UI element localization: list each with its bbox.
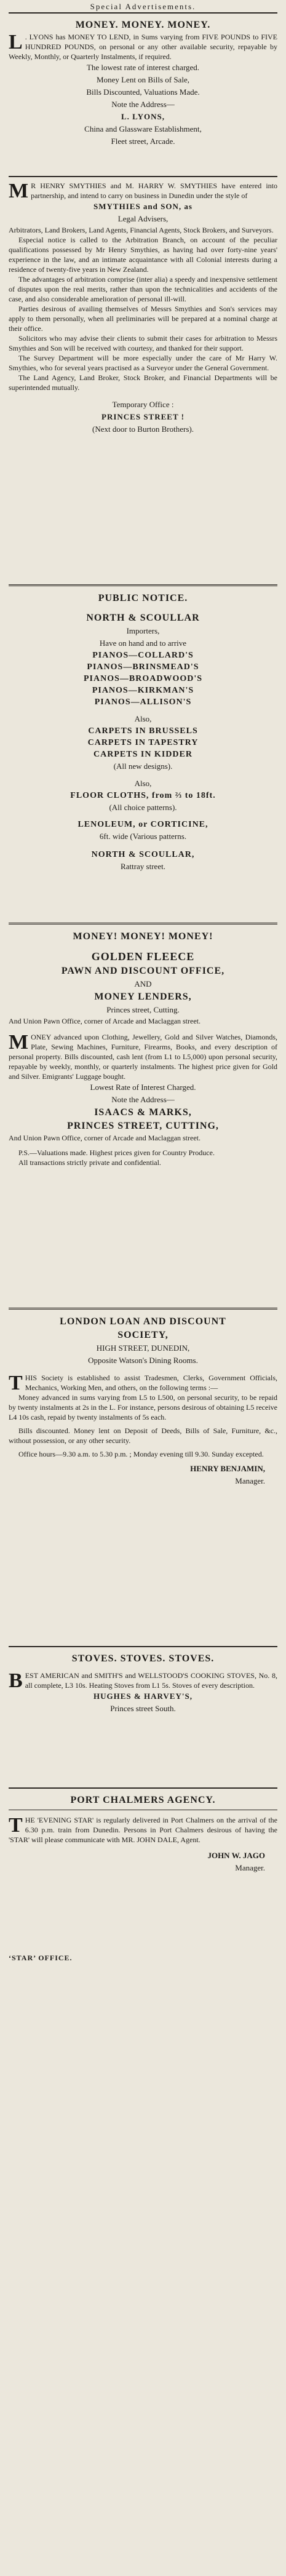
ad-lyons-body xyxy=(9,32,277,62)
ad-lyons-heading: MONEY. MONEY. MONEY. xyxy=(75,20,211,30)
ad-ll-body xyxy=(9,1373,277,1393)
ad-ll-bills: Bills discounted. Money lent on Deposit of Deeds, Bills of Sale, Furniture, &c., without possession, or any other security. xyxy=(9,1426,277,1445)
carpet-line: CARPETS IN BRUSSELS xyxy=(88,726,198,736)
ad-gf-street: PRINCES STREET, CUTTING, xyxy=(67,1121,219,1131)
ad-smythies-roles-1: Legal Advisers, xyxy=(117,214,169,223)
ad-golden-fleece xyxy=(9,930,277,1297)
dropcap: T xyxy=(9,1372,23,1394)
ad-ll-heading-2: SOCIETY, xyxy=(117,1330,169,1340)
ad-gf-union: And Union Pawn Office, corner of Arcade and Maclaggan street. xyxy=(9,1134,201,1142)
ad-lyons-note: Note the Address— xyxy=(111,100,175,109)
ad-ns-choice: (All choice patterns). xyxy=(109,803,177,812)
ad-stoves xyxy=(9,1652,277,1781)
ad-stoves-heading: STOVES. STOVES. STOVES. xyxy=(71,1653,215,1664)
ad-smythies-para-3: Parties desirous of availing themselves of Messrs Smythies and Son's services may apply to them personally, when all preliminaries will be prepared at a nominal charge at their office. xyxy=(9,304,277,333)
ad-gf-title-2: PAWN AND DISCOUNT OFFICE, xyxy=(61,966,225,976)
divider xyxy=(9,1308,277,1310)
ad-smythies-next-door: (Next door to Burton Brothers). xyxy=(92,424,194,434)
ad-lyons-establishment: China and Glassware Establishment, xyxy=(84,124,202,133)
ad-smythies xyxy=(9,181,277,581)
star-office-footer: ‘STAR’ OFFICE. xyxy=(9,1954,73,1962)
ad-lyons-address: Fleet street, Arcade. xyxy=(111,137,175,146)
ad-smythies-intro xyxy=(9,181,277,201)
ad-ns-firm: ORTH & SCOULLAR xyxy=(93,613,200,623)
dropcap: M xyxy=(9,181,29,202)
ad-ns-also-1: Also, xyxy=(134,714,152,723)
divider xyxy=(9,584,277,586)
ad-lyons-loans-2: Bills Discounted, Valuations Made. xyxy=(86,87,200,97)
ad-smythies-roles-2: Arbitrators, Land Brokers, Land Agents, Financial Agents, Stock Brokers, and Surveyors. xyxy=(9,226,274,234)
ad-pc-heading: PORT CHALMERS AGENCY. xyxy=(70,1795,216,1805)
ad-london-loan xyxy=(9,1315,277,1635)
ad-ll-opposite: Opposite Watson's Dining Rooms. xyxy=(88,1356,198,1365)
ad-lyons xyxy=(9,18,277,172)
ad-gf-body xyxy=(9,1032,277,1081)
ad-ll-manager-name: HENRY BENJAMIN, xyxy=(190,1464,265,1473)
ad-ll-body-text: HIS Society is established to assist Tradesmen, Clerks, Government Officials, Mechanics, Working Men, and others, on the following terms :— xyxy=(25,1373,277,1392)
ad-ns-heading: PUBLIC NOTICE. xyxy=(98,593,188,603)
piano-line: PIANOS—KIRKMAN'S xyxy=(92,686,194,695)
ad-ll-heading-1: LONDON LOAN AND DISCOUNT xyxy=(60,1316,226,1327)
ad-ll-hours: Office hours—9.30 a.m. to 5.30 p.m. ; Monday evening till 9.30. Sunday excepted. xyxy=(18,1450,264,1458)
dropcap: L xyxy=(9,31,23,54)
divider xyxy=(9,1646,277,1647)
ad-gf-heading: MONEY! MONEY! MONEY! xyxy=(73,931,213,942)
ad-ns-role: Importers, xyxy=(126,626,160,635)
ad-smythies-para-1: Especial notice is called to the Arbitration Branch, on account of the peculiar qualifications possessed by Mr Henry Smythies, as having had over forty-nine years' experience in the law, and an intimate acquaintance with all Colonial interests during a residence of twenty-five years in New Zealand. xyxy=(9,236,277,274)
ad-stoves-name: HUGHES & HARVEY'S, xyxy=(93,1691,193,1701)
ad-gf-title-3: MONEY LENDERS, xyxy=(94,992,192,1002)
dropcap: M xyxy=(9,1031,29,1054)
ad-ns-arrive: Have on hand and to arrive xyxy=(99,638,187,648)
ad-smythies-para-6: The Land Agency, Land Broker, Stock Broker, and Financial Departments will be superintended mutually. xyxy=(9,373,277,392)
piano-line: PIANOS—COLLARD'S xyxy=(92,651,194,660)
ad-ns-firm-line xyxy=(9,611,277,625)
ad-ns-signoff: NORTH & SCOULLAR, xyxy=(91,850,195,859)
ad-gf-body-text: ONEY advanced upon Clothing, Jewellery, Gold and Silver Watches, Diamonds, Plate, Sewing Machines, Furniture, Firearms, Books, and every description of personal property. Bills discounted, cash lent (from L1 to L5,000) upon personal security, repayable by weekly, monthly, or quarterly instalments. The highest price given for Gold and Silver. Emigrants' Luggage bought. xyxy=(9,1033,277,1081)
piano-line: PIANOS—BROADWOOD'S xyxy=(83,674,203,683)
ad-ns-linoleum: LENOLEUM, or CORTICINE, xyxy=(77,820,209,829)
ad-lyons-text: . LYONS has MONEY TO LEND, in Sums varying from FIVE POUNDS to FIVE HUNDRED POUNDS, on personal or any other available security, repayable by Weekly, Monthly, or Quarterly Instalments, if required. xyxy=(9,33,277,61)
ad-smythies-firm: SMYTHIES and SON, as xyxy=(93,202,193,211)
masthead-rule xyxy=(9,12,277,14)
ad-ll-terms: Money advanced in sums varying from L5 to L500, on personal security, to be repaid by twenty instalments at 2s in the L. For instance, persons desirous of obtaining L5 receive L4 10s cash, repaid by twenty instalments of 5s each. xyxy=(9,1393,277,1421)
ad-pc-manager-title: Manager. xyxy=(235,1863,265,1872)
divider xyxy=(9,176,277,177)
ad-ll-street: HIGH STREET, DUNEDIN, xyxy=(96,1343,190,1353)
ad-pc-manager-name: JOHN W. JAGO xyxy=(207,1851,265,1860)
ad-lyons-loans-1: Money Lent on Bills of Sale, xyxy=(97,75,189,84)
ad-pc-body-text: HE 'EVENING STAR' is regularly delivered in Port Chalmers on the arrival of the 6.30 p.m. train from Dunedin. Persons in Port Chalmers desirous of having the 'STAR' will please communicate with MR. JOHN DALE, Agent. xyxy=(9,1816,277,1844)
ad-gf-note: Note the Address— xyxy=(111,1095,175,1104)
ad-smythies-intro-text: R HENRY SMYTHIES and M. HARRY W. SMYTHIES have entered into partnership, and intend to carry on business in Dunedin under the style of xyxy=(31,181,277,200)
masthead: Special Advertisements. xyxy=(90,2,196,11)
ad-stoves-body-text: EST AMERICAN and SMITH'S and WELLSTOOD'S COOKING STOVES, No. 8, all complete, L3 10s. Heating Stoves from L1 5s. Stoves of every description. xyxy=(25,1671,277,1690)
carpet-line: CARPETS IN TAPESTRY xyxy=(87,738,199,747)
dropcap: B xyxy=(9,1669,23,1692)
ad-ns-widths: 6ft. wide (Various patterns. xyxy=(99,832,187,841)
ad-ns-floor-cloth: FLOOR CLOTHS, from ⅔ to 18ft. xyxy=(70,791,216,800)
ad-smythies-temp-office: Temporary Office : xyxy=(112,400,174,409)
ad-gf-addr-1: Princes street, Cutting. xyxy=(106,1005,180,1014)
piano-line: PIANOS—BRINSMEAD'S xyxy=(87,662,199,672)
carpet-line: CARPETS IN KIDDER xyxy=(93,750,193,759)
ad-lyons-rate: The lowest rate of interest charged. xyxy=(86,63,200,72)
ad-stoves-body xyxy=(9,1671,277,1690)
ad-gf-rate: Lowest Rate of Interest Charged. xyxy=(90,1083,196,1092)
divider xyxy=(9,1787,277,1789)
dropcap: N xyxy=(86,613,94,623)
ad-port-chalmers xyxy=(9,1794,277,1941)
dropcap: T xyxy=(9,1814,23,1837)
ad-ns-sign-address: Rattray street. xyxy=(121,862,165,871)
ad-north-scoullar xyxy=(9,592,277,912)
ad-stoves-address: Princes street South. xyxy=(110,1704,176,1713)
ad-ns-new-designs: (All new designs). xyxy=(113,761,173,771)
ad-smythies-para-5: The Survey Department will be more especially under the care of Mr Harry W. Smythies, who for several years practised as a Surveyor under the General Government. xyxy=(9,354,277,372)
piano-line: PIANOS—ALLISON'S xyxy=(94,698,192,707)
ad-gf-addr-2: And Union Pawn Office, corner of Arcade and Maclaggan street. xyxy=(9,1017,201,1025)
ad-smythies-street: PRINCES STREET ! xyxy=(101,412,185,421)
ad-gf-ps: P.S.—Valuations made. Highest prices given for Country Produce. xyxy=(18,1148,215,1157)
ad-smythies-para-2: The advantages of arbitration comprise (inter alia) a speedy and inexpensive settlement of disputes upon the real merits, rather than upon the technicalities and accidents of the case, and also considerable amelioration of personal ill-will. xyxy=(9,275,277,303)
ad-ns-also-2: Also, xyxy=(134,779,152,788)
ad-gf-confidential: All transactions strictly private and confidential. xyxy=(18,1158,161,1167)
ad-pc-body xyxy=(9,1815,277,1845)
divider xyxy=(9,923,277,924)
ad-lyons-name: L. LYONS, xyxy=(121,112,165,121)
ad-gf-name: ISAACS & MARKS, xyxy=(94,1107,192,1118)
ad-gf-title-1: GOLDEN FLEECE xyxy=(91,950,195,963)
ad-gf-and: AND xyxy=(134,979,152,988)
ad-ll-manager-title: Manager. xyxy=(235,1476,265,1485)
ad-smythies-para-4: Solicitors who may advise their clients to submit their cases for arbitration to Messrs Smythies and Son will be received with courtesy, and thanked for their support. xyxy=(9,334,277,352)
